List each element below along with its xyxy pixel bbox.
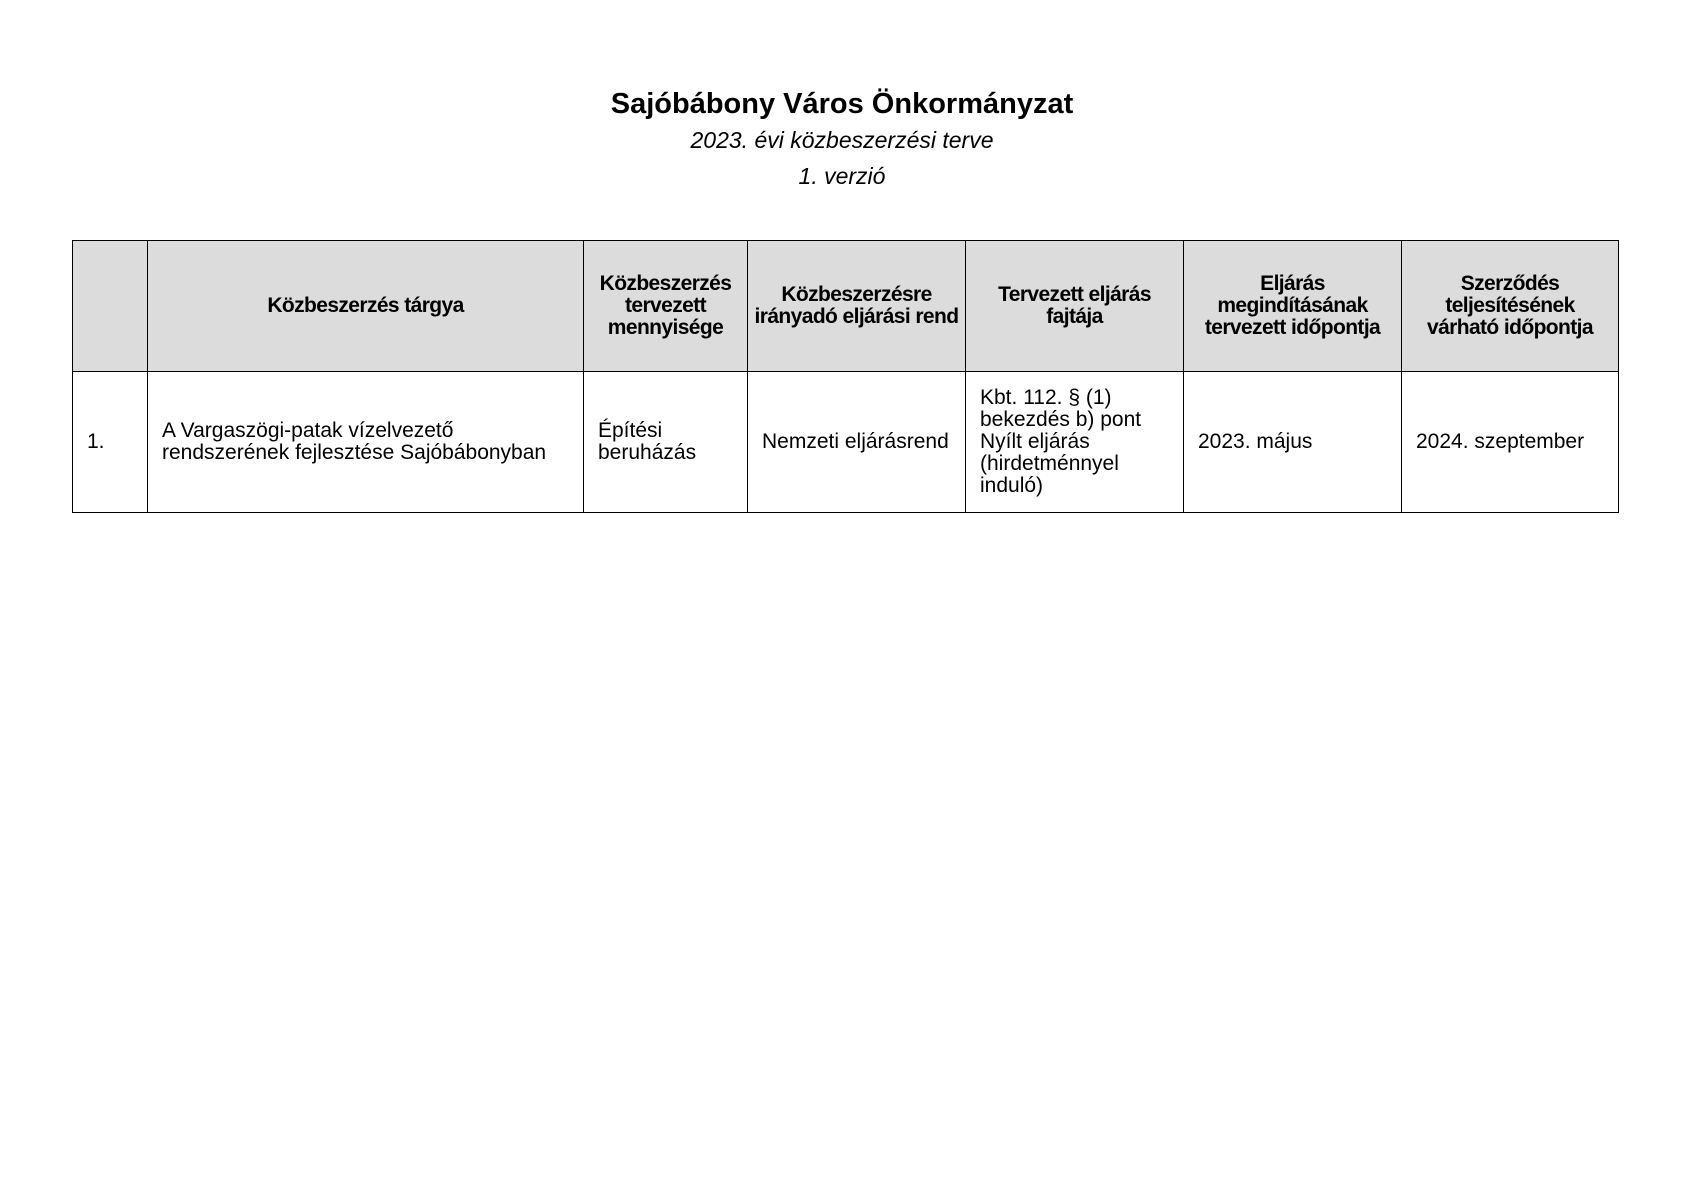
table-header-row — [73, 241, 1619, 372]
cell-completion-date: 2024. szeptember — [1402, 372, 1619, 513]
table-row — [73, 372, 1619, 513]
header-procedure-regime: Közbeszerzésre irányadó eljárási rend — [748, 241, 966, 372]
cell-procedure-type: Kbt. 112. § (1) bekezdés b) pont Nyílt eljárás (hirdetménnyel induló) — [966, 372, 1184, 513]
procurement-plan-table — [72, 240, 1619, 513]
header-number — [73, 241, 148, 372]
document-title: Sajóbábony Város Önkormányzat — [610, 88, 1074, 120]
cell-subject: A Vargaszögi-patak vízelvezető rendszerének fejlesztése Sajóbábonyban — [148, 372, 584, 513]
header-procedure-type: Tervezett eljárás fajtája — [966, 241, 1184, 372]
cell-start-date: 2023. május — [1184, 372, 1402, 513]
header-start-date: Eljárás megindításának tervezett időpontja — [1184, 241, 1402, 372]
cell-quantity: Építési beruházás — [584, 372, 748, 513]
header-completion-date: Szerződés teljesítésének várható időpontja — [1402, 241, 1619, 372]
cell-procedure-regime: Nemzeti eljárásrend — [748, 372, 966, 513]
header-quantity: Közbeszerzés tervezett mennyisége — [584, 241, 748, 372]
cell-number: 1. — [73, 372, 148, 513]
header-subject: Közbeszerzés tárgya — [148, 241, 584, 372]
document-version: 1. verzió — [798, 163, 886, 189]
document-subtitle: 2023. évi közbeszerzési terve — [690, 127, 994, 153]
document-header — [0, 86, 1684, 194]
